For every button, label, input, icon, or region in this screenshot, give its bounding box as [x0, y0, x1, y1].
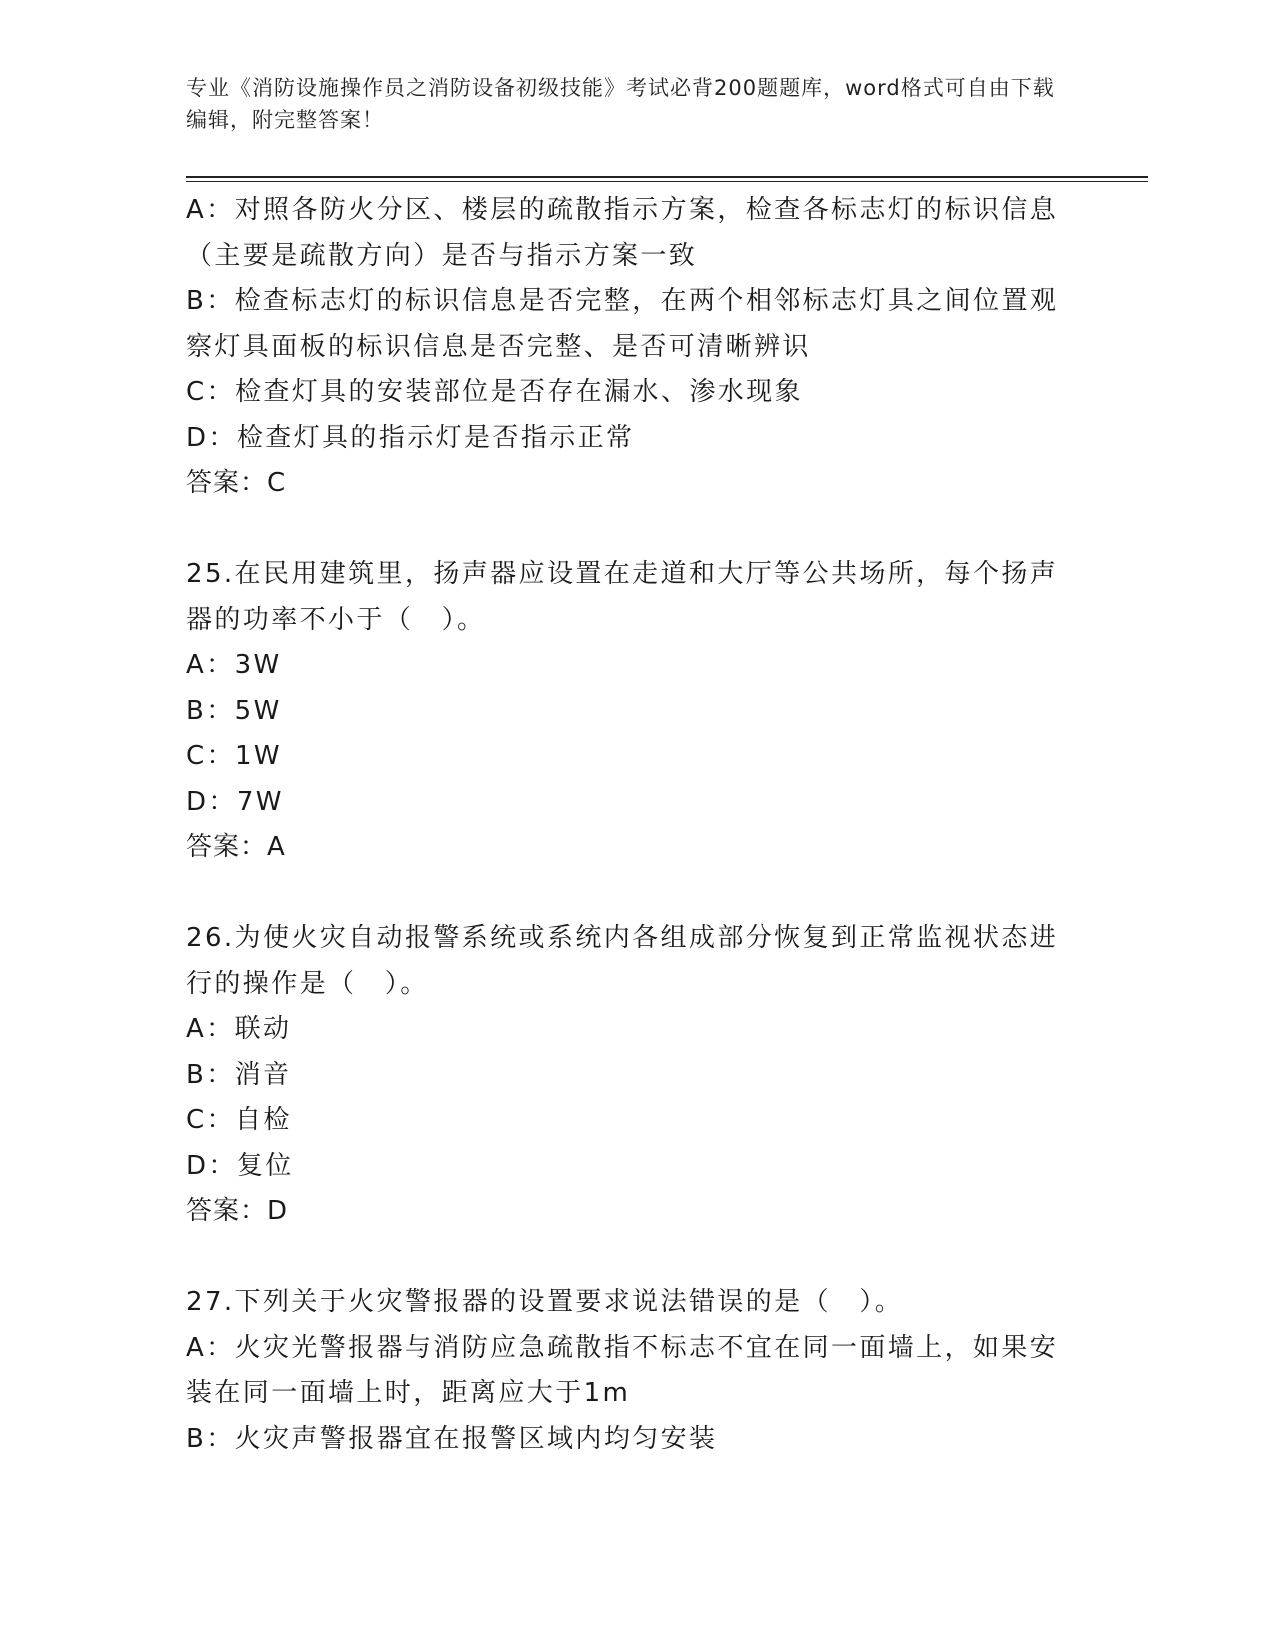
spacer — [186, 507, 1066, 553]
q24-option-b: B：检查标志灯的标识信息是否完整，在两个相邻标志灯具之间位置观察灯具面板的标识信息是否完整、是否可清晰辨识 — [186, 286, 1059, 362]
q25-option-b: B：5W — [186, 695, 282, 726]
q24-option-d: D：检查灯具的指示灯是否指示正常 — [186, 422, 635, 453]
page-header: 专业《消防设施操作员之消防设备初级技能》考试必背200题题库，word格式可自由下载编辑，附完整答案！ — [186, 76, 1055, 132]
q25-answer: 答案：A — [186, 832, 286, 862]
q26-question: 26.为使火灾自动报警系统或系统内各组成部分恢复到正常监视状态进行的操作是（ ）。 — [186, 923, 1059, 999]
q26-option-d: D：复位 — [186, 1150, 294, 1181]
q27-option-b: B：火灾声警报器宜在报警区域内均匀安装 — [186, 1423, 718, 1454]
q27-question: 27.下列关于火灾警报器的设置要求说法错误的是（ ）。 — [186, 1287, 904, 1317]
q25-option-a: A：3W — [186, 650, 282, 680]
q24-option-a: A：对照各防火分区、楼层的疏散指示方案，检查各标志灯的标识信息（主要是疏散方向）是否与指示方案一致 — [186, 195, 1059, 271]
q26-option-a: A：联动 — [186, 1014, 292, 1044]
spacer — [186, 871, 1066, 917]
header-rule-thin — [186, 181, 1148, 182]
header-rule-thick — [186, 176, 1148, 178]
spacer — [186, 1235, 1066, 1281]
q26-option-c: C：自检 — [186, 1105, 292, 1135]
q25-option-c: C：1W — [186, 741, 283, 771]
question-content — [186, 188, 1066, 1462]
q24-option-c: C：检查灯具的安装部位是否存在漏水、渗水现象 — [186, 377, 803, 407]
q27-option-a: A：火灾光警报器与消防应急疏散指不标志不宜在同一面墙上，如果安装在同一面墙上时，距离应大于1m — [186, 1332, 1059, 1408]
q24-answer: 答案：C — [186, 468, 287, 498]
q25-question: 25.在民用建筑里，扬声器应设置在走道和大厅等公共场所，每个扬声器的功率不小于（ ）。 — [186, 559, 1059, 635]
q25-option-d: D：7W — [186, 786, 284, 817]
q26-answer: 答案：D — [186, 1196, 289, 1226]
q26-option-b: B：消音 — [186, 1059, 292, 1090]
